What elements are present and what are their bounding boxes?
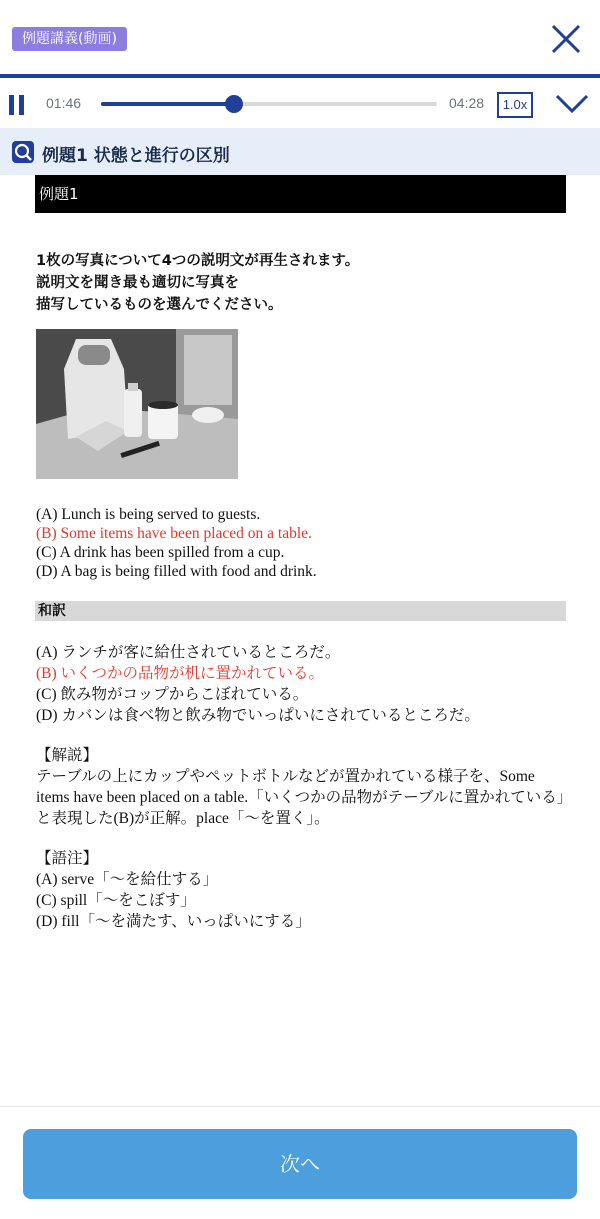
translation-d: (D) カバンは食べ物と飲み物でいっぱいにされているところだ。: [36, 707, 480, 724]
photo-illustration: [36, 329, 238, 479]
translation-label-bar: [35, 601, 566, 621]
translations: [36, 642, 576, 726]
close-button[interactable]: [546, 22, 586, 58]
note-item: (C) spill「～をこぼす」: [36, 892, 196, 909]
progress-slider[interactable]: [101, 102, 437, 106]
explanation: [36, 745, 568, 829]
notes-label: 【語注】: [36, 850, 99, 867]
instruction-line: 説明文を聞き最も適切に写真を: [36, 275, 239, 291]
lecture-badge: 例題講義(動画): [12, 27, 127, 51]
chevron-down-icon: [554, 92, 590, 116]
search-doc-icon: [12, 141, 34, 163]
choice-c: (C) A drink has been spilled from a cup.: [36, 544, 285, 561]
explanation-label: 【解説】: [36, 747, 99, 764]
collapse-button[interactable]: [554, 92, 590, 116]
note-item: (D) fill「～を満たす、いっぱいにする」: [36, 913, 311, 930]
answer-choices: [36, 505, 576, 581]
footer-divider: [0, 1106, 600, 1107]
question-label: 例題1: [39, 185, 79, 203]
instructions: [36, 250, 576, 316]
close-icon: [546, 22, 586, 58]
progress-fill: [101, 102, 234, 106]
pause-icon: [9, 95, 14, 115]
choice-a: (A) Lunch is being served to guests.: [36, 506, 261, 523]
pause-icon-bar: [19, 95, 24, 115]
next-button[interactable]: 次へ: [23, 1129, 577, 1199]
translation-c: (C) 飲み物がコップからこぼれている。: [36, 686, 309, 703]
progress-thumb[interactable]: [225, 95, 243, 113]
translation-label: 和訳: [38, 603, 66, 619]
vocabulary-notes: [36, 848, 576, 932]
translation-a: (A) ランチが客に給仕されているところだ。: [36, 644, 341, 661]
choice-b: (B) Some items have been placed on a table.: [36, 525, 312, 542]
pause-button[interactable]: [9, 95, 27, 115]
instruction-line: 描写しているものを選んでください。: [36, 297, 283, 313]
audio-player: [0, 78, 600, 128]
question-photo: [36, 329, 238, 479]
section-header: [0, 128, 600, 175]
section-title: 例題1 状態と進行の区別: [42, 146, 230, 166]
note-item: (A) serve「～を給仕する」: [36, 871, 219, 888]
choice-d: (D) A bag is being filled with food and drink.: [36, 563, 317, 580]
current-time: 01:46: [46, 95, 82, 111]
question-label-bar: [35, 175, 566, 213]
total-time: 04:28: [449, 95, 485, 111]
translation-b: (B) いくつかの品物が机に置かれている。: [36, 665, 325, 682]
speed-button[interactable]: 1.0x: [497, 92, 533, 118]
instruction-line: 1枚の写真について4つの説明文が再生されます。: [36, 253, 360, 269]
explanation-text: テーブルの上にカップやペットボトルなどが置かれている様子を、Some items have been placed on a table.「いくつかの品物がテーブルに置かれている」と表現した(B)が正解。place「～を置く」。: [36, 768, 565, 827]
